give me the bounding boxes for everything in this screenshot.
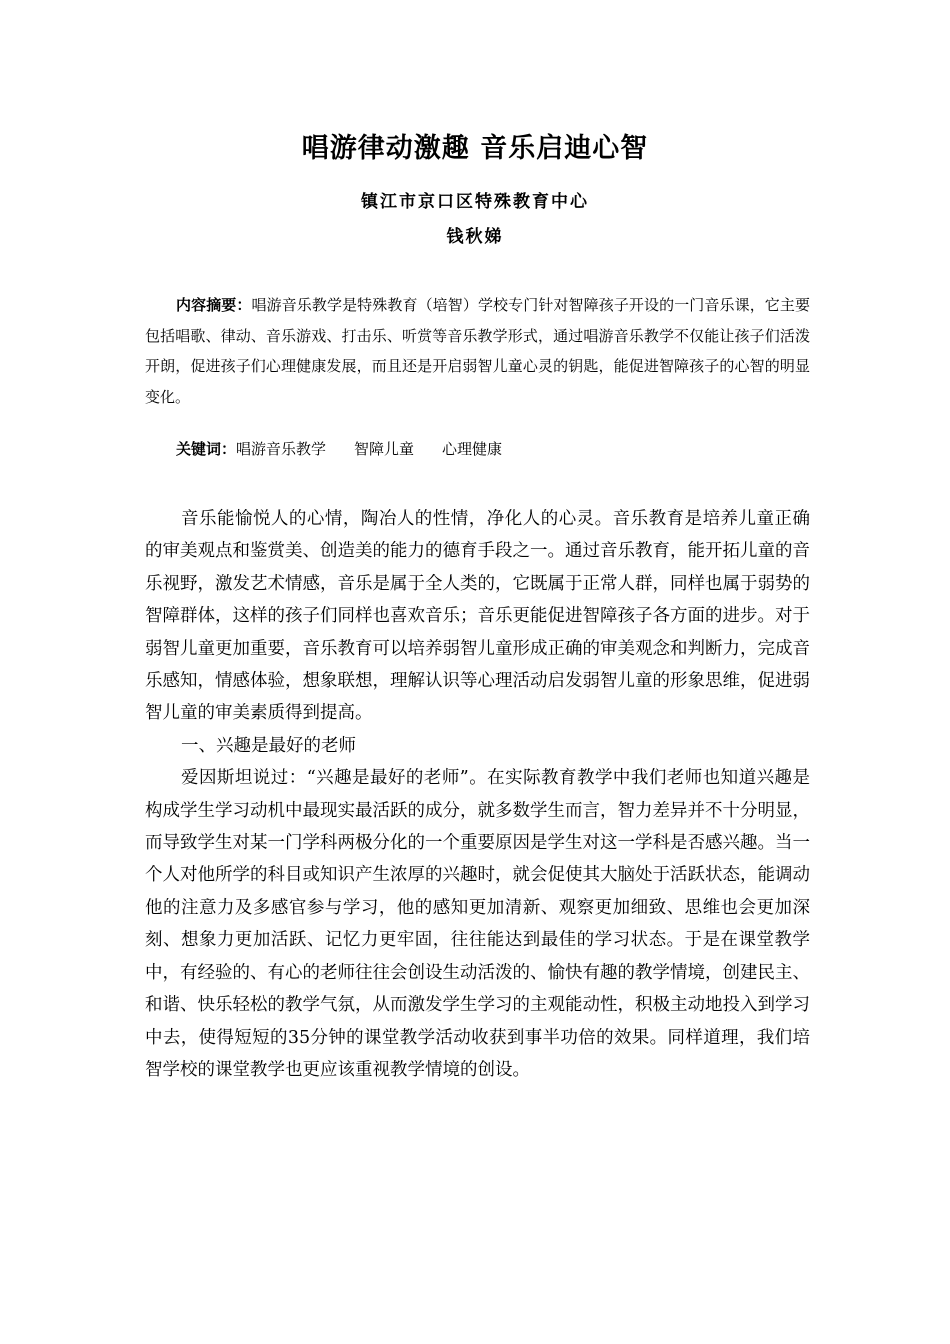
author-affiliation: 镇江市京口区特殊教育中心 xyxy=(361,192,589,212)
body-paragraph-interest: 爱因斯坦说过：“兴趣是最好的老师”。在实际教育教学中我们老师也知道兴趣是构成学生学习动机中最现实最活跃的成分，就多数学生而言，智力差异并不十分明显，而导致学生对某一门学科两极分化的一个重要原因是学生对这一学科是否感兴趣。当一个人对他所学的科目或知识产生浓厚的兴趣时，就会促使其大脑处于活跃状态，能调动他的注意力及多感官参与学习，他的感知更加清新、观察更加细致、思维也会更加深刻、想象力更加活跃、记忆力更牢固，往往能达到最佳的学习状态。于是在课堂教学中，有经验的、有心的老师往往会创设生动活泼的、愉快有趣的教学情境，创建民主、和谐、快乐轻松的教学气氛，从而激发学生学习的主观能动性，积极主动地投入到学习中去，使得短短的35分钟的课堂教学活动收获到事半功倍的效果。同样道理，我们培智学校的课堂教学也更应该重视教学情境的创设。 xyxy=(145,768,810,1080)
document-title: 唱游律动激趣 音乐启迪心智 xyxy=(301,133,649,164)
keyword-item: 心理健康 xyxy=(442,440,503,458)
body-paragraph-intro: 音乐能愉悦人的心情，陶冶人的性情，净化人的心灵。音乐教育是培养儿童正确的审美观点和鉴赏美、创造美的能力的德育手段之一。通过音乐教育，能开拓儿童的音乐视野，激发艺术情感，音乐是属于全人类的，它既属于正常人群，同样也属于弱势的智障群体，这样的孩子们同样也喜欢音乐；音乐更能促进智障孩子各方面的进步。对于弱智儿童更加重要，音乐教育可以培养弱智儿童形成正确的审美观念和判断力，完成音乐感知，情感体验，想象联想，理解认识等心理活动启发弱智儿童的形象思维，促进弱智儿童的审美素质得到提高。 xyxy=(145,509,810,724)
abstract-text: 唱游音乐教学是特殊教育（培智）学校专门针对智障孩子开设的一门音乐课，它主要包括唱歌、律动、音乐游戏、打击乐、听赏等音乐教学形式，通过唱游音乐教学不仅能让孩子们活泼开朗，促进孩子们心理健康发展，而且还是开启弱智儿童心灵的钥匙，能促进智障孩子的心智的明显变化。 xyxy=(145,296,810,406)
keywords-label: 关键词： xyxy=(176,440,237,458)
keywords xyxy=(176,437,810,461)
section-heading: 一、兴趣是最好的老师 xyxy=(181,735,356,756)
keyword-item: 智障儿童 xyxy=(354,440,415,458)
body-text xyxy=(145,503,810,1086)
abstract xyxy=(145,290,810,412)
abstract-label: 内容摘要： xyxy=(176,296,252,314)
author-name: 钱秋娣 xyxy=(446,227,504,247)
keyword-item: 唱游音乐教学 xyxy=(236,440,327,458)
